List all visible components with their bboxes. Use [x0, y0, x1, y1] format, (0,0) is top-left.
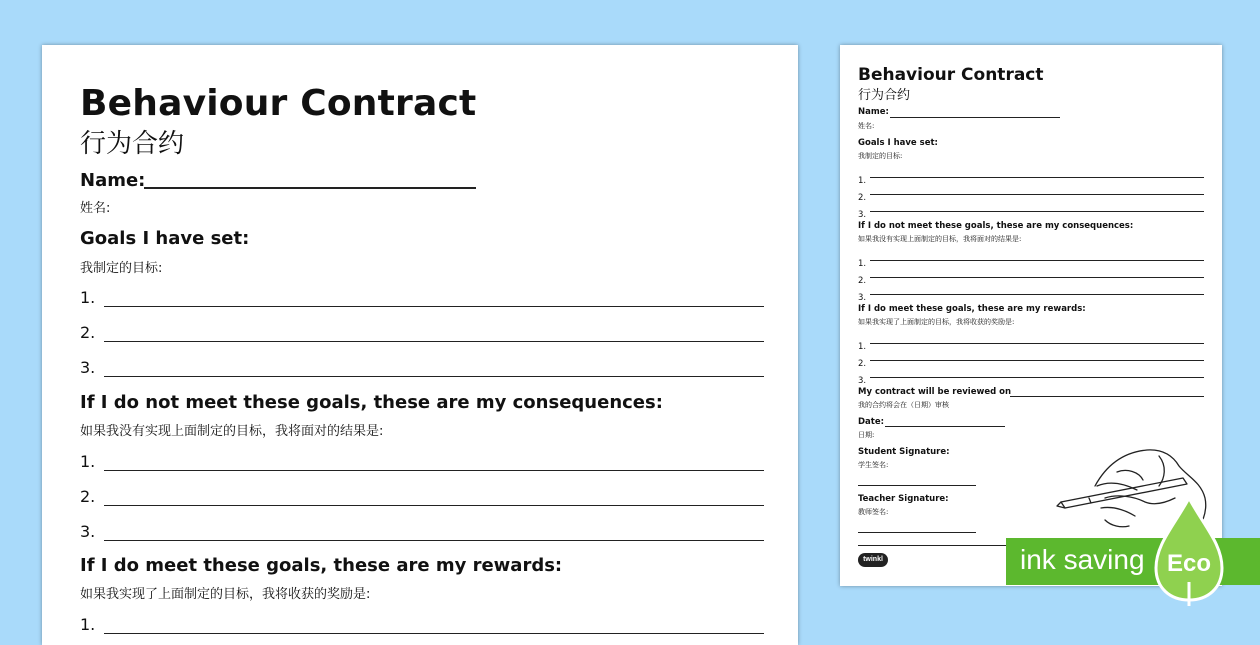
thumb-review-line	[1010, 396, 1204, 397]
rewards-heading-chinese: 如果我实现了上面制定的目标，我将收获的奖励是:	[80, 587, 371, 602]
thumb-student-signature-label: Student Signature:	[858, 447, 950, 457]
thumb-consequence-line-3: 3.	[858, 285, 1204, 297]
thumb-consequence-line-2: 2.	[858, 268, 1204, 280]
thumb-student-signature-chinese: 学生签名:	[858, 461, 889, 469]
ink-saving-text: ink saving	[1020, 544, 1145, 575]
thumb-reward-line-2: 2.	[858, 351, 1204, 363]
consequence-line-3: 3.	[80, 522, 764, 544]
thumb-teacher-signature-label: Teacher Signature:	[858, 494, 949, 504]
worksheet-preview-large	[42, 45, 798, 645]
consequence-line-2: 2.	[80, 487, 764, 509]
thumb-review-label: My contract will be reviewed on	[858, 387, 1012, 397]
thumb-title: Behaviour Contract	[858, 65, 1044, 85]
thumb-reward-line-1: 1.	[858, 334, 1204, 346]
name-label: Name:	[80, 170, 146, 191]
leaf-icon	[1154, 496, 1224, 608]
twinkl-logo: twinkl	[858, 553, 888, 567]
thumb-teacher-signature-chinese: 教师签名:	[858, 508, 889, 516]
thumb-name-line	[890, 117, 1060, 118]
thumb-reward-line-3: 3.	[858, 368, 1204, 380]
thumb-name-label: Name:	[858, 107, 889, 117]
eco-badge-text: Eco	[1166, 550, 1212, 577]
goals-heading: Goals I have set:	[80, 228, 250, 249]
consequences-heading-chinese: 如果我没有实现上面制定的目标，我将面对的结果是:	[80, 424, 384, 439]
goals-heading-chinese: 我制定的目标:	[80, 261, 163, 276]
thumb-consequence-line-1: 1.	[858, 251, 1204, 263]
thumb-date-label: Date:	[858, 417, 885, 427]
page-title-chinese: 行为合约	[80, 129, 185, 159]
goal-line-1: 1.	[80, 288, 764, 310]
thumb-student-signature-line	[858, 485, 976, 486]
name-line	[144, 187, 476, 189]
page-title: Behaviour Contract	[80, 83, 477, 124]
thumb-consequences-heading: If I do not meet these goals, these are my consequences:	[858, 221, 1134, 231]
thumb-goals-heading: Goals I have set:	[858, 138, 938, 148]
thumb-teacher-signature-line	[858, 532, 976, 533]
thumb-goals-chinese: 我制定的目标:	[858, 152, 903, 160]
consequences-heading: If I do not meet these goals, these are my consequences:	[80, 392, 663, 413]
thumb-goal-line-3: 3.	[858, 202, 1204, 214]
thumb-name-chinese: 姓名:	[858, 122, 875, 130]
thumb-rewards-chinese: 如果我实现了上面制定的目标，我将收获的奖励是:	[858, 318, 1015, 326]
rewards-heading: If I do meet these goals, these are my rewards:	[80, 555, 563, 576]
name-label-chinese: 姓名:	[80, 201, 111, 216]
reward-line-1: 1.	[80, 615, 764, 637]
consequence-line-1: 1.	[80, 452, 764, 474]
thumb-review-chinese: 我的合约将会在（日期）审核	[858, 401, 949, 409]
thumb-consequences-chinese: 如果我没有实现上面制定的目标，我将面对的结果是:	[858, 235, 1022, 243]
goal-line-2: 2.	[80, 323, 764, 345]
thumb-goal-line-1: 1.	[858, 168, 1204, 180]
name-field	[80, 170, 500, 194]
thumb-date-chinese: 日期:	[858, 431, 875, 439]
thumb-title-chinese: 行为合约	[858, 88, 911, 103]
thumb-rewards-heading: If I do meet these goals, these are my rewards:	[858, 304, 1086, 314]
thumb-goal-line-2: 2.	[858, 185, 1204, 197]
goal-line-3: 3.	[80, 358, 764, 380]
thumb-date-line	[885, 426, 1005, 427]
